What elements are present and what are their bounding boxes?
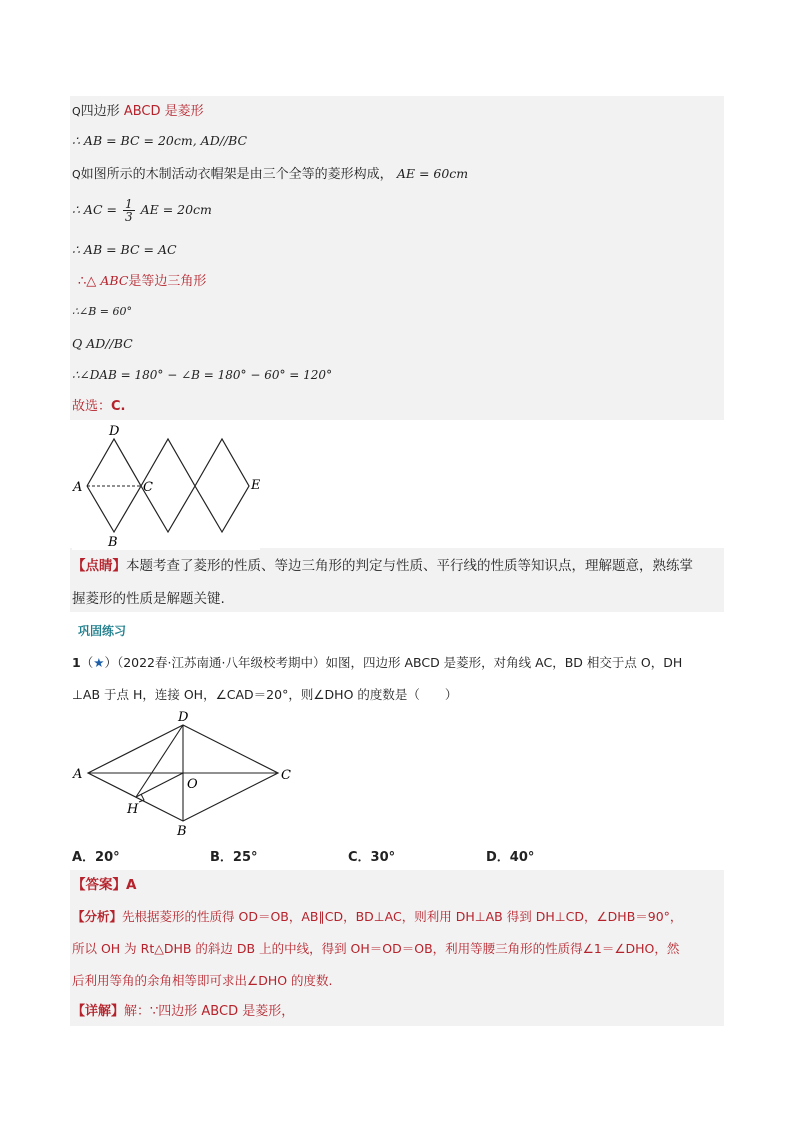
label-c: C: [143, 480, 153, 495]
label-e: E: [251, 478, 260, 493]
label-a: A: [73, 480, 83, 495]
solution-line-2: ∴ AB = BC = 20cm, AD//BC: [72, 133, 248, 148]
rhombus-diagonal-figure: [70, 708, 300, 840]
label-d: D: [109, 424, 120, 439]
label-b: B: [108, 535, 118, 550]
solution-line-7: ∴∠B = 60°: [72, 305, 133, 318]
answer-line: [72, 876, 136, 894]
answer-value: A: [126, 877, 137, 893]
rhombus-rack-figure: [72, 424, 260, 550]
label-c: C: [281, 768, 291, 783]
comment-line-2: 握菱形的性质是解题关键.: [72, 591, 225, 607]
answer-tag: 【答案】: [72, 877, 126, 893]
solution-line-8: Q AD//BC: [72, 336, 133, 351]
section-title: 巩固练习: [78, 624, 127, 638]
solution-line-3: Q如图所示的木制活动衣帽架是由三个全等的菱形构成， AE = 60cm: [72, 166, 469, 182]
choice-d[interactable]: D．40°: [486, 850, 535, 865]
detail-tag: 【详解】: [72, 1004, 125, 1019]
choice-c[interactable]: C．30°: [348, 850, 396, 865]
question-line-1: 1（★）（2022春·江苏南通·八年级校考期中）如图，四边形 ABCD 是菱形，对角线 AC，BD 相交于点 O，DH: [72, 655, 683, 670]
fraction: $\frac{1}{3}$: [124, 197, 133, 224]
label-a: A: [73, 767, 83, 782]
solution-line-6: ∴△ ABC是等边三角形: [78, 273, 207, 289]
star-icon: ★: [93, 655, 105, 670]
choice-a[interactable]: A．20°: [72, 850, 120, 865]
detail-line: 【详解】解：∵四边形 ABCD 是菱形，: [72, 1004, 295, 1019]
label-h: H: [127, 802, 139, 817]
choice-b[interactable]: B．25°: [210, 850, 258, 865]
label-d: D: [178, 710, 189, 725]
solution-line-9: ∴∠DAB = 180° − ∠B = 180° − 60° = 120°: [72, 368, 333, 382]
analysis-tag: 【分析】: [72, 909, 123, 924]
analysis-line-2: 所以 OH 为 Rt△DHB 的斜边 DB 上的中线，得到 OH＝OD＝OB，利用等腰三角形的性质得∠1＝∠DHO，然: [72, 941, 680, 956]
label-b: B: [177, 824, 187, 839]
comment-tag: 【点睛】: [72, 558, 126, 574]
question-number: 1: [72, 655, 81, 670]
solution-line-1: Q四边形 ABCD 是菱形: [72, 104, 204, 119]
label-o: O: [187, 777, 198, 792]
comment-line-1: 【点睛】本题考查了菱形的性质、等边三角形的判定与性质、平行线的性质等知识点，理解题意，熟练掌: [72, 558, 693, 574]
solution-line-5: ∴ AB = BC = AC: [72, 242, 177, 257]
solution-line-10: 故选：C.: [72, 399, 126, 414]
question-line-2: ⊥AB 于点 H，连接 OH，∠CAD＝20°，则∠DHO 的度数是（ ）: [72, 687, 458, 702]
analysis-line-3: 后利用等角的余角相等即可求出∠DHO 的度数.: [72, 973, 333, 988]
because-icon: Q: [72, 168, 81, 181]
because-icon: Q: [72, 105, 81, 118]
analysis-line-1: 【分析】先根据菱形的性质得 OD＝OB，AB∥CD，BD⊥AC，则利用 DH⊥AB 得到 DH⊥CD，∠DHB＝90°，: [72, 909, 683, 924]
solution-line-4: ∴ AC = $\frac{1}{3}$ AE = 20cm: [72, 197, 212, 224]
